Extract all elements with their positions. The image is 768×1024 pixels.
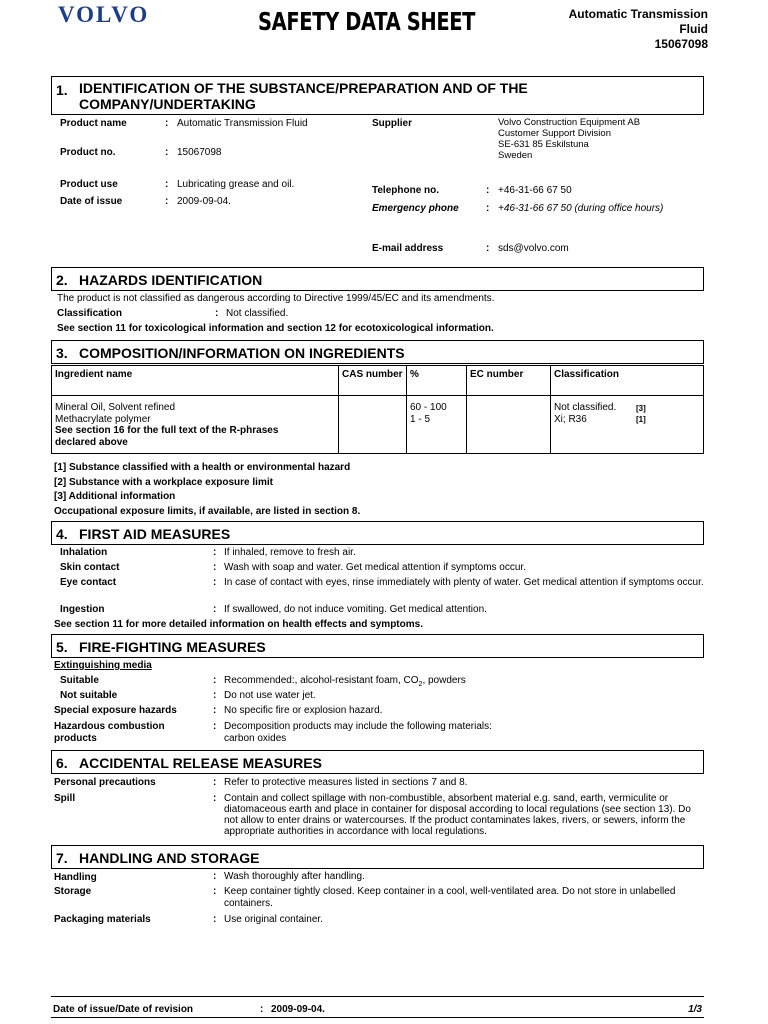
supplier-line: Volvo Construction Equipment AB: [498, 117, 641, 128]
colon: :: [165, 118, 169, 129]
skin-contact-label: Skin contact: [60, 562, 120, 573]
colon: :: [215, 308, 219, 319]
storage-value: Keep container tightly closed. Keep container in a cool, well-ventilated area. Do not store in unlabelled containers.: [224, 886, 676, 909]
see-section-16: See section 16 for the full text of the R-phrases declared above: [55, 425, 279, 448]
colon: :: [486, 203, 490, 214]
suitable-text: Recommended:, alcohol-resistant foam, CO: [224, 675, 419, 686]
classification-label: Classification: [57, 308, 123, 319]
colon: :: [213, 914, 217, 925]
ref-note: [1]: [636, 415, 646, 425]
product-name-label: Product name: [60, 118, 127, 129]
colon: :: [213, 675, 217, 686]
section-7-number: 7.: [56, 850, 68, 866]
spill-label: Spill: [54, 793, 76, 804]
supplier-line: Customer Support Division: [498, 128, 611, 140]
eye-contact-value: In case of contact with eyes, rinse immediately with plenty of water. Get medical attention if symptoms occur.: [224, 577, 704, 588]
colon: :: [213, 777, 217, 788]
ingredient-cell: [52, 396, 339, 454]
section-1-number: 1.: [56, 82, 68, 98]
section-5-header: [51, 634, 704, 658]
note-line: Occupational exposure limits, if available, are listed in section 8.: [54, 505, 361, 517]
special-exposure-label: Special exposure hazards: [54, 705, 177, 716]
section-7-header: [51, 845, 704, 869]
col-classification: Classification: [551, 366, 704, 396]
product-use-value: Lubricating grease and oil.: [177, 179, 295, 190]
section-3-number: 3.: [56, 345, 68, 361]
suitable-value: [224, 675, 466, 689]
personal-precautions-value: Refer to protective measures listed in sections 7 and 8.: [224, 777, 468, 788]
colon: :: [213, 577, 217, 588]
suitable-label: Suitable: [60, 675, 99, 686]
colon: :: [213, 705, 217, 716]
eye-contact-label: Eye contact: [60, 577, 117, 588]
percent-value: 60 - 100: [410, 402, 447, 413]
section-1-title-line1: IDENTIFICATION OF THE SUBSTANCE/PREPARATION AND OF THE: [79, 80, 528, 96]
footer-revision-label: Date of issue/Date of revision: [53, 1004, 194, 1015]
cas-cell: [339, 396, 407, 454]
section-5-number: 5.: [56, 639, 68, 655]
section-1-title-line2: COMPANY/UNDERTAKING: [79, 96, 256, 112]
colon: :: [165, 196, 169, 207]
col-percent: %: [407, 366, 467, 396]
note-line: [1] Substance classified with a health or environmental hazard: [54, 462, 351, 473]
ingredient-name: Methacrylate polymer: [55, 413, 151, 425]
hazardous-combustion-label: [54, 721, 165, 744]
section-1-header: [51, 76, 704, 115]
extinguishing-media-label: Extinguishing media: [54, 660, 152, 671]
section-6-title: ACCIDENTAL RELEASE MEASURES: [79, 755, 322, 771]
ec-cell: [467, 396, 551, 454]
note-line: [3] Additional information: [54, 491, 176, 502]
table-row: [52, 396, 704, 454]
ingestion-value: If swallowed, do not induce vomiting. Get medical attention.: [224, 604, 487, 615]
product-name-value: Automatic Transmission Fluid: [177, 118, 308, 129]
not-suitable-label: Not suitable: [60, 690, 118, 701]
colon: :: [213, 721, 217, 732]
emergency-phone-label: Emergency phone: [372, 203, 459, 214]
colon: :: [213, 886, 217, 897]
colon: :: [213, 871, 217, 882]
section-3-header: [51, 340, 704, 364]
colon: :: [213, 547, 217, 558]
supplier-address: [498, 117, 640, 161]
footer-revision-date: 2009-09-04.: [271, 1004, 325, 1015]
col-ec-number: EC number: [467, 366, 551, 396]
date-of-issue-label: Date of issue: [60, 196, 123, 207]
volvo-logo: VOLVO: [58, 2, 150, 27]
ref-note: [3]: [636, 404, 646, 413]
classification-value: Not classified.: [554, 402, 617, 413]
section-2-number: 2.: [56, 272, 68, 288]
special-exposure-value: No specific fire or explosion hazard.: [224, 705, 383, 716]
date-of-issue-value: 2009-09-04.: [177, 196, 231, 207]
colon: :: [486, 243, 490, 254]
header-product-line2: Fluid: [679, 22, 708, 36]
section-6-number: 6.: [56, 755, 68, 771]
composition-notes: [54, 461, 360, 519]
header-product-no: 15067098: [654, 37, 708, 51]
section-4-header: [51, 521, 704, 545]
label-line: Hazardous combustion: [54, 721, 165, 732]
first-aid-note: See section 11 for more detailed information on health effects and symptoms.: [54, 619, 423, 630]
header-product-info: [569, 7, 708, 52]
email-label: E-mail address: [372, 243, 444, 254]
handling-value: Wash thoroughly after handling.: [224, 871, 365, 882]
colon: :: [165, 147, 169, 158]
product-use-label: Product use: [60, 179, 118, 190]
spill-value: Contain and collect spillage with non-combustible, absorbent material e.g. sand, earth, vermiculite or diatomaceous earth and place in container for disposal according to local regulations (see section 13). Do not allow to enter drains or watercourses. If the product contaminates lakes, rivers, or sewers, inform the appropriate authorities in accordance with local regulations.: [224, 793, 691, 837]
section-2-header: [51, 267, 704, 291]
section-5-title: FIRE-FIGHTING MEASURES: [79, 639, 266, 655]
classification-cell: [551, 396, 704, 454]
section-7-title: HANDLING AND STORAGE: [79, 850, 260, 866]
email-value: sds@volvo.com: [498, 243, 569, 254]
percent-value: 1 - 5: [410, 413, 431, 425]
classification-value: Xi; R36: [554, 413, 587, 425]
classification-value: Not classified.: [226, 308, 289, 319]
inhalation-label: Inhalation: [60, 547, 108, 558]
label-line: products: [54, 732, 97, 744]
col-ingredient-name: Ingredient name: [52, 366, 339, 396]
section-4-title: FIRST AID MEASURES: [79, 526, 231, 542]
hazards-text: The product is not classified as dangerous according to Directive 1999/45/EC and its amendments.: [57, 293, 495, 304]
suitable-text-end: , powders: [422, 675, 466, 686]
colon: :: [486, 185, 490, 196]
colon: :: [213, 690, 217, 701]
supplier-line: Sweden: [498, 150, 533, 162]
inhalation-value: If inhaled, remove to fresh air.: [224, 547, 356, 558]
hazardous-combustion-value: [224, 721, 492, 744]
percent-cell: [407, 396, 467, 454]
telephone-value: +46-31-66 67 50: [498, 185, 572, 196]
page-number: 1/3: [688, 1004, 702, 1015]
ingredients-table: [51, 365, 704, 454]
supplier-line: SE-631 85 Eskilstuna: [498, 139, 589, 151]
supplier-label: Supplier: [372, 118, 413, 129]
table-header-row: [52, 366, 704, 396]
ingestion-label: Ingestion: [60, 604, 105, 615]
handling-label: Handling: [54, 872, 97, 883]
co2-subscript: 2: [418, 681, 423, 688]
value-line: carbon oxides: [224, 732, 287, 744]
packaging-materials-label: Packaging materials: [54, 914, 151, 925]
colon: :: [213, 562, 217, 573]
col-cas-number: CAS number: [339, 366, 407, 396]
skin-contact-value: Wash with soap and water. Get medical attention if symptoms occur.: [224, 562, 526, 573]
colon: :: [213, 793, 217, 804]
personal-precautions-label: Personal precautions: [54, 777, 156, 788]
colon: :: [165, 179, 169, 190]
not-suitable-value: Do not use water jet.: [224, 690, 316, 701]
ingredient-name: Mineral Oil, Solvent refined: [55, 402, 176, 413]
telephone-label: Telephone no.: [372, 185, 440, 196]
classification-refs: [636, 403, 646, 425]
document-title: SAFETY DATA SHEET: [258, 7, 476, 36]
note-line: [2] Substance with a workplace exposure limit: [54, 476, 273, 488]
section-6-header: [51, 750, 704, 774]
footer: [51, 996, 704, 1018]
product-no-label: Product no.: [60, 147, 116, 158]
colon: :: [213, 604, 217, 615]
section-2-title: HAZARDS IDENTIFICATION: [79, 272, 263, 288]
header-product-line1: Automatic Transmission: [568, 7, 708, 21]
section-3-title: COMPOSITION/INFORMATION ON INGREDIENTS: [79, 345, 405, 361]
packaging-materials-value: Use original container.: [224, 914, 323, 925]
hazards-note: See section 11 for toxicological information and section 12 for ecotoxicological information.: [57, 323, 494, 334]
value-line: Decomposition products may include the following materials:: [224, 721, 492, 732]
colon: :: [260, 1004, 264, 1015]
emergency-phone-value: +46-31-66 67 50 (during office hours): [498, 203, 664, 214]
storage-label: Storage: [54, 886, 92, 897]
section-4-number: 4.: [56, 526, 68, 542]
product-no-value: 15067098: [177, 147, 222, 158]
